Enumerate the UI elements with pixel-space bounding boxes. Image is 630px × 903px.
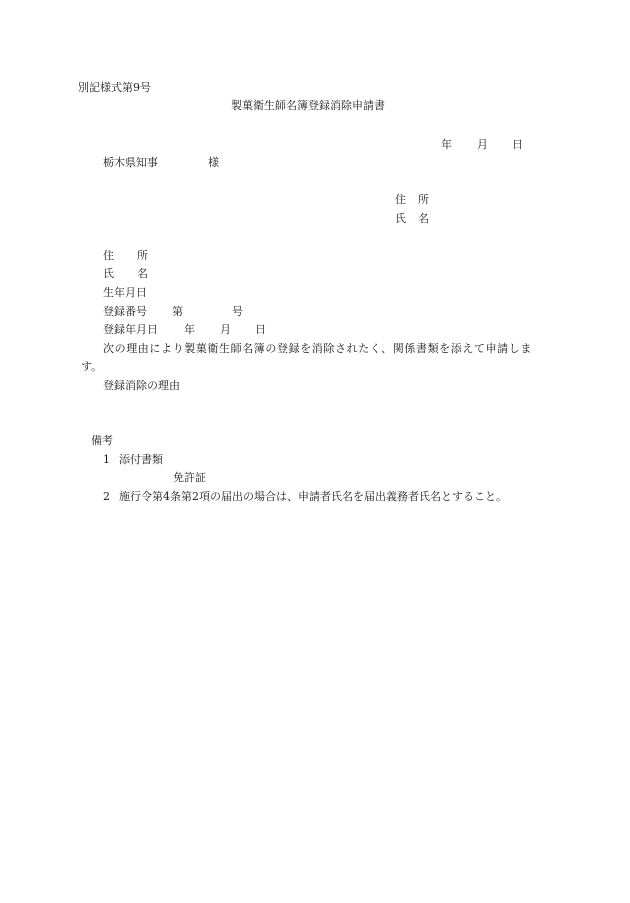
applicant-address-label-2: 所 xyxy=(418,193,429,206)
subject-name-label-1: 氏 xyxy=(103,267,114,280)
note-2-number: 2 xyxy=(103,490,110,503)
date-month-label: 月 xyxy=(477,138,488,151)
note-2-text: 施行令第4条第2項の届出の場合は、申請者氏名を届出義務者氏名とすること。 xyxy=(119,490,507,503)
registration-number-label: 登録番号 xyxy=(103,305,147,318)
subject-name-label-2: 名 xyxy=(137,267,148,280)
note-1-number: 1 xyxy=(103,453,110,466)
registration-date-year: 年 xyxy=(184,323,195,336)
registration-number-suffix: 号 xyxy=(232,305,243,318)
form-number: 別記様式第9号 xyxy=(78,81,151,94)
registration-date-label: 登録年月日 xyxy=(103,323,158,336)
birthdate-label: 生年月日 xyxy=(103,286,147,299)
statement-line-1: 次の理由により製菓衛生師名簿の登録を消除されたく、関係書類を添えて申請しま xyxy=(103,342,532,355)
registration-date-day: 日 xyxy=(255,323,266,336)
applicant-address-label-1: 住 xyxy=(395,193,406,206)
addressee-name: 栃木県知事 xyxy=(103,156,158,169)
form-title: 製菓衛生師名簿登録消除申請書 xyxy=(231,99,385,112)
date-day-label: 日 xyxy=(512,138,523,151)
statement-line-2: す。 xyxy=(81,360,103,373)
applicant-name-label-1: 氏 xyxy=(395,212,406,225)
applicant-name-label-2: 名 xyxy=(418,212,429,225)
addressee-honorific: 様 xyxy=(208,156,219,169)
subject-address-label-1: 住 xyxy=(103,249,114,262)
subject-address-label-2: 所 xyxy=(137,249,148,262)
notes-heading: 備考 xyxy=(91,434,113,447)
date-year-label: 年 xyxy=(441,138,452,151)
note-1-text: 添付書類 xyxy=(119,453,163,466)
removal-reason-label: 登録消除の理由 xyxy=(103,379,180,392)
note-1-attachment: 免許証 xyxy=(173,471,206,484)
registration-date-month: 月 xyxy=(220,323,231,336)
registration-number-prefix: 第 xyxy=(172,305,183,318)
